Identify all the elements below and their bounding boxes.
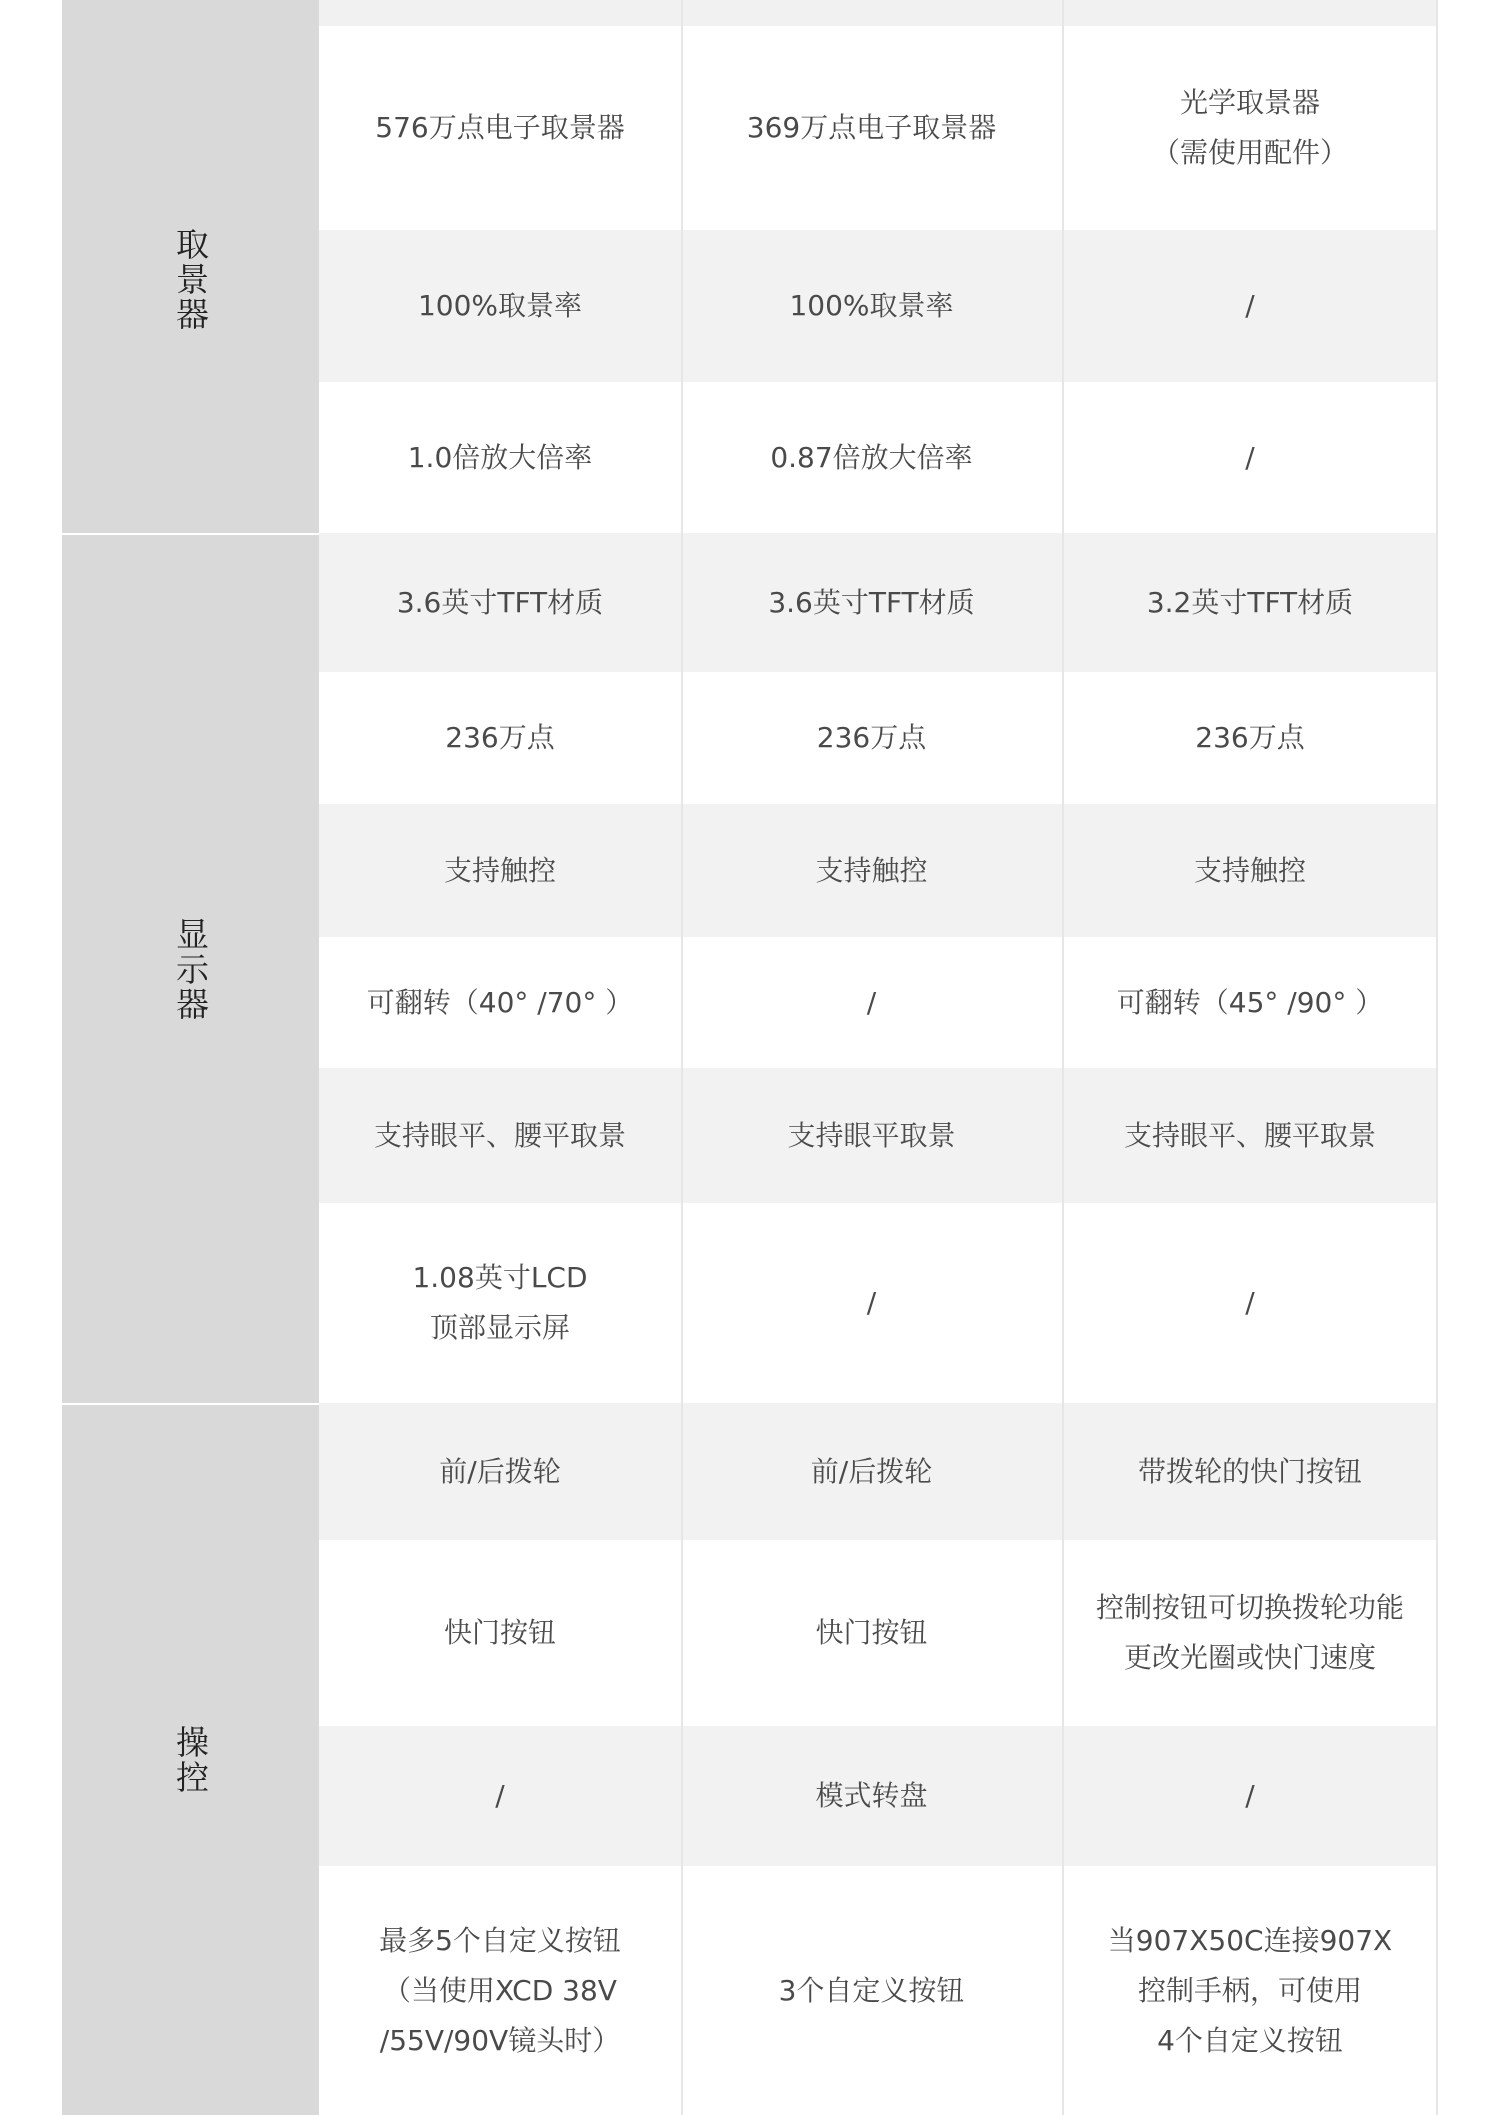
table-cell: 100%取景率 xyxy=(417,289,583,322)
table-cell: 带拨轮的快门按钮 xyxy=(1137,1454,1362,1488)
table-cell: 0.87倍放大倍率 xyxy=(770,440,973,474)
table-cell: / xyxy=(866,985,877,1019)
spec-comparison-table xyxy=(62,0,1438,2115)
table-row xyxy=(319,937,1438,1068)
table-cell: / xyxy=(1245,440,1255,474)
column-divider xyxy=(681,0,683,2115)
section-label-controls: 操控 xyxy=(62,1405,319,2115)
table-cell: 快门按钮 xyxy=(815,1616,928,1649)
table-cell: 前/后拨轮 xyxy=(810,1454,933,1488)
table-cell: 可翻转（40° /70° ） xyxy=(366,985,634,1019)
table-row xyxy=(319,1540,1438,1726)
table-row xyxy=(319,1403,1438,1540)
table-cell: / xyxy=(495,1779,505,1812)
table-cell: 576万点电子取景器 xyxy=(375,111,625,144)
table-cell: 前/后拨轮 xyxy=(439,1454,561,1488)
table-row xyxy=(319,533,1438,672)
table-cell: / xyxy=(1245,1779,1255,1812)
column-divider xyxy=(1062,0,1064,2115)
table-row xyxy=(319,1068,1438,1203)
section-label-display: 显示器 xyxy=(62,535,319,1403)
table-right-border xyxy=(1436,0,1438,2115)
table-cell: 支持触控 xyxy=(815,853,928,887)
table-row xyxy=(319,804,1438,937)
table-cell: / xyxy=(1245,1286,1255,1319)
table-row xyxy=(319,382,1438,533)
table-cell: 模式转盘 xyxy=(815,1779,928,1812)
table-cell: 快门按钮 xyxy=(443,1616,556,1649)
table-row xyxy=(319,672,1438,804)
table-cell: / xyxy=(1245,289,1255,322)
table-cell: 3.6英寸TFT材质 xyxy=(396,585,604,619)
table-cell: 支持眼平、腰平取景 xyxy=(1123,1118,1376,1152)
table-row xyxy=(319,230,1438,382)
table-cell: / xyxy=(866,1286,877,1319)
table-cell: 最多5个自定义按钮 （当使用XCD 38V /55V/90V镜头时） xyxy=(379,1923,621,2057)
table-cell: 支持触控 xyxy=(443,853,556,887)
table-cell: 当907X50C连接907X 控制手柄，可使用 4个自定义按钮 xyxy=(1107,1923,1393,2057)
table-row xyxy=(319,1203,1438,1403)
table-row xyxy=(319,1866,1438,2115)
table-cell: 3个自定义按钮 xyxy=(778,1973,965,2007)
table-cell: 3.2英寸TFT材质 xyxy=(1146,585,1354,619)
table-cell: 支持眼平取景 xyxy=(787,1118,956,1152)
table-row xyxy=(319,1726,1438,1866)
table-row xyxy=(319,26,1438,230)
table-cell: 236万点 xyxy=(816,721,927,754)
table-cell: 369万点电子取景器 xyxy=(746,111,997,144)
table-cell: 支持眼平、腰平取景 xyxy=(373,1118,626,1152)
previous-row-edge xyxy=(62,0,1438,26)
table-cell: 支持触控 xyxy=(1193,853,1306,887)
table-cell: 1.08英寸LCD 顶部显示屏 xyxy=(412,1261,588,1344)
table-cell: 3.6英寸TFT材质 xyxy=(768,585,975,619)
table-cell: 236万点 xyxy=(1195,721,1305,754)
table-cell: 控制按钮可切换拨轮功能 更改光圈或快门速度 xyxy=(1095,1591,1404,1674)
table-cell: 236万点 xyxy=(445,721,555,754)
table-cell: 100%取景率 xyxy=(789,289,954,322)
table-cell: 1.0倍放大倍率 xyxy=(407,440,593,474)
table-cell: 可翻转（45° /90° ） xyxy=(1116,985,1384,1019)
table-cell: 光学取景器 （需使用配件） xyxy=(1151,86,1348,169)
section-label-viewfinder: 取景器 xyxy=(62,26,319,533)
